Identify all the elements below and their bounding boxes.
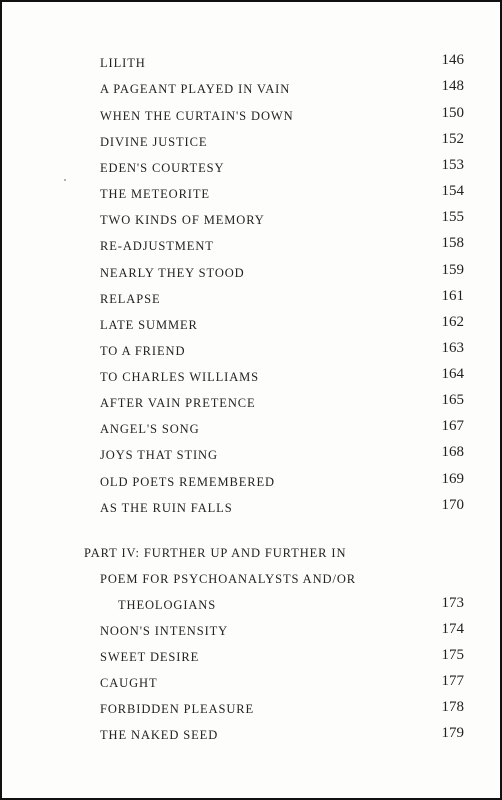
toc-title: POEM FOR PSYCHOANALYSTS AND/OR bbox=[100, 572, 357, 586]
toc-title: A PAGEANT PLAYED IN VAIN bbox=[100, 82, 291, 96]
toc-title: LILITH bbox=[100, 56, 146, 70]
toc-title: EDEN'S COURTESY bbox=[100, 161, 225, 175]
toc-page: 175 bbox=[441, 647, 464, 663]
toc-title: ANGEL'S SONG bbox=[100, 422, 200, 436]
toc-page: 155 bbox=[441, 209, 464, 225]
toc-page: 146 bbox=[441, 52, 464, 68]
toc-title: OLD POETS REMEMBERED bbox=[100, 475, 275, 489]
toc-page: 154 bbox=[441, 183, 464, 199]
paper-speck bbox=[64, 179, 66, 181]
toc-title: THE NAKED SEED bbox=[100, 728, 219, 742]
toc-title: FORBIDDEN PLEASURE bbox=[100, 702, 255, 716]
toc-title: NOON'S INTENSITY bbox=[100, 624, 229, 638]
toc-title: TO CHARLES WILLIAMS bbox=[100, 370, 260, 384]
toc-title: RE-ADJUSTMENT bbox=[100, 239, 214, 253]
toc-page: 148 bbox=[441, 78, 464, 94]
toc-title: THE METEORITE bbox=[100, 187, 210, 201]
toc-page: 164 bbox=[441, 366, 464, 382]
toc-page: 170 bbox=[441, 497, 464, 513]
toc-title: RELAPSE bbox=[100, 292, 161, 306]
toc-title: THEOLOGIANS bbox=[118, 598, 217, 612]
toc-title: WHEN THE CURTAIN'S DOWN bbox=[100, 109, 294, 123]
toc-page: 163 bbox=[441, 340, 464, 356]
toc-page: 177 bbox=[441, 673, 464, 689]
part-heading: PART IV: FURTHER UP AND FURTHER IN bbox=[84, 546, 347, 560]
toc-page: 150 bbox=[441, 105, 464, 121]
toc-title: CAUGHT bbox=[100, 676, 158, 690]
toc-title: JOYS THAT STING bbox=[100, 448, 218, 462]
toc-title: LATE SUMMER bbox=[100, 318, 198, 332]
toc-title: TWO KINDS OF MEMORY bbox=[100, 213, 265, 227]
toc-title: TO A FRIEND bbox=[100, 344, 186, 358]
toc-title: AFTER VAIN PRETENCE bbox=[100, 396, 256, 410]
toc-page: 152 bbox=[441, 131, 464, 147]
toc-page: 173 bbox=[441, 595, 464, 611]
toc-page: 178 bbox=[441, 699, 464, 715]
toc-page: 165 bbox=[441, 392, 464, 408]
toc-page: 179 bbox=[441, 725, 464, 741]
toc-title: NEARLY THEY STOOD bbox=[100, 266, 245, 280]
toc-page: 158 bbox=[441, 235, 464, 251]
toc-title: AS THE RUIN FALLS bbox=[100, 501, 233, 515]
toc-title: SWEET DESIRE bbox=[100, 650, 200, 664]
toc-page: 167 bbox=[441, 418, 464, 434]
toc-page: 153 bbox=[441, 157, 464, 173]
toc-page: 169 bbox=[441, 471, 464, 487]
toc-page: 159 bbox=[441, 262, 464, 278]
toc-page: 174 bbox=[441, 621, 464, 637]
toc-page: 161 bbox=[441, 288, 464, 304]
toc-page: 162 bbox=[441, 314, 464, 330]
toc-page: 168 bbox=[441, 444, 464, 460]
toc-title: DIVINE JUSTICE bbox=[100, 135, 208, 149]
